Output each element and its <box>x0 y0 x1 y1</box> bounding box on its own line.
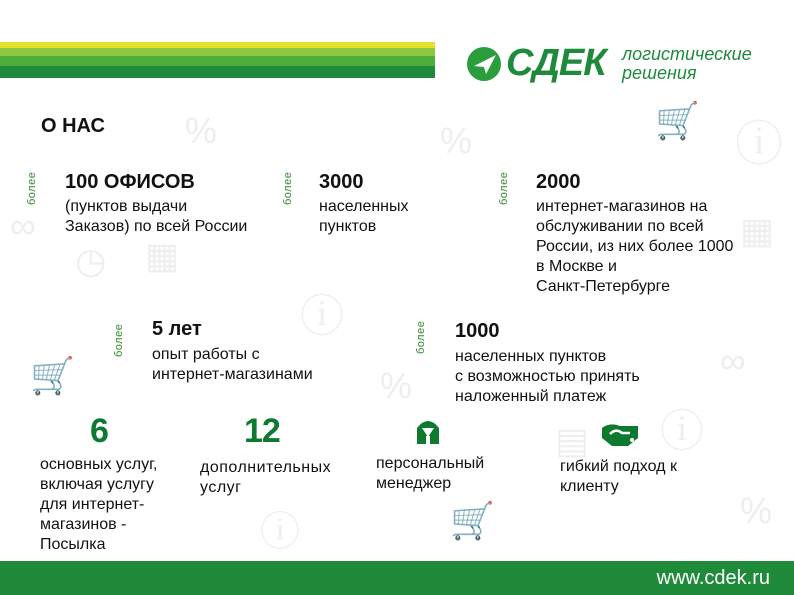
cdek-logo-text: СДЕК <box>506 42 606 84</box>
stat-badge: более <box>282 171 294 205</box>
feature-description: гибкий подход к клиенту <box>560 458 677 495</box>
background-percent-icon: % <box>380 365 413 406</box>
stat-badge: более <box>415 320 427 354</box>
background-percent-icon: % <box>185 110 218 151</box>
stat-badge: более <box>26 171 38 205</box>
feature-description: персональный менеджер <box>376 455 485 492</box>
stat-badge: более <box>113 323 125 357</box>
background-cart-icon: 🛒 <box>30 355 75 396</box>
header-stripe-lime <box>0 48 435 56</box>
background-info-icon: ⓘ <box>300 292 344 341</box>
background-percent-icon: % <box>440 120 473 161</box>
header-stripe-green-light <box>0 56 435 66</box>
stat-badge: более <box>498 171 510 205</box>
stat-description: (пунктов выдачи Заказов) по всей России <box>65 198 248 235</box>
stat-value: 5 лет <box>152 318 202 340</box>
footer-bar <box>0 561 794 595</box>
stat-value: 3000 <box>319 171 364 193</box>
background-wallet-icon: ▤ <box>555 420 590 461</box>
stat-description: опыт работы с интернет-магазинами <box>152 346 313 383</box>
feature-description: дополнительных услуг <box>200 459 332 496</box>
stat-description: интернет-магазинов на обслуживании по всей России, из них более 1000 в Москве и Санкт-Петербурге <box>536 198 734 295</box>
background-calculator-icon: ▦ <box>740 210 775 251</box>
background-infinity-icon: ∞ <box>10 205 36 246</box>
background-info-icon: ⓘ <box>260 510 300 554</box>
stat-value: 2000 <box>536 171 581 193</box>
stat-description: населенных пунктов с возможностью принять наложенный платеж <box>455 348 640 405</box>
header-stripe-green <box>0 66 435 78</box>
background-cart-icon: 🛒 <box>450 500 495 541</box>
section-title: О НАС <box>41 115 105 137</box>
feature-description: основных услуг, включая услугу для интернет- магазинов - Посылка <box>40 456 158 553</box>
background-clock-icon: ◷ <box>75 240 107 281</box>
cdek-logo-mark-icon <box>466 46 502 82</box>
stat-description: населенных пунктов <box>319 198 409 235</box>
background-cart-icon: 🛒 <box>655 100 700 141</box>
background-info-icon: ⓘ <box>735 118 784 171</box>
feature-value: 12 <box>244 412 280 450</box>
handshake-icon <box>600 420 640 448</box>
logo-tagline-line2: решения <box>622 63 697 83</box>
cdek-logo <box>466 44 776 86</box>
background-info-icon: ⓘ <box>660 407 704 456</box>
feature-value: 6 <box>90 412 108 450</box>
logo-tagline-line1: логистические <box>622 44 752 64</box>
background-infinity-icon: ∞ <box>720 340 746 381</box>
background-calculator-icon: ▦ <box>145 235 180 276</box>
manager-icon <box>413 416 443 446</box>
background-percent-icon: % <box>740 490 773 531</box>
footer-website-link[interactable]: www.cdek.ru <box>656 567 770 589</box>
stat-value: 1000 <box>455 320 500 342</box>
stat-value: 100 ОФИСОВ <box>65 171 195 193</box>
